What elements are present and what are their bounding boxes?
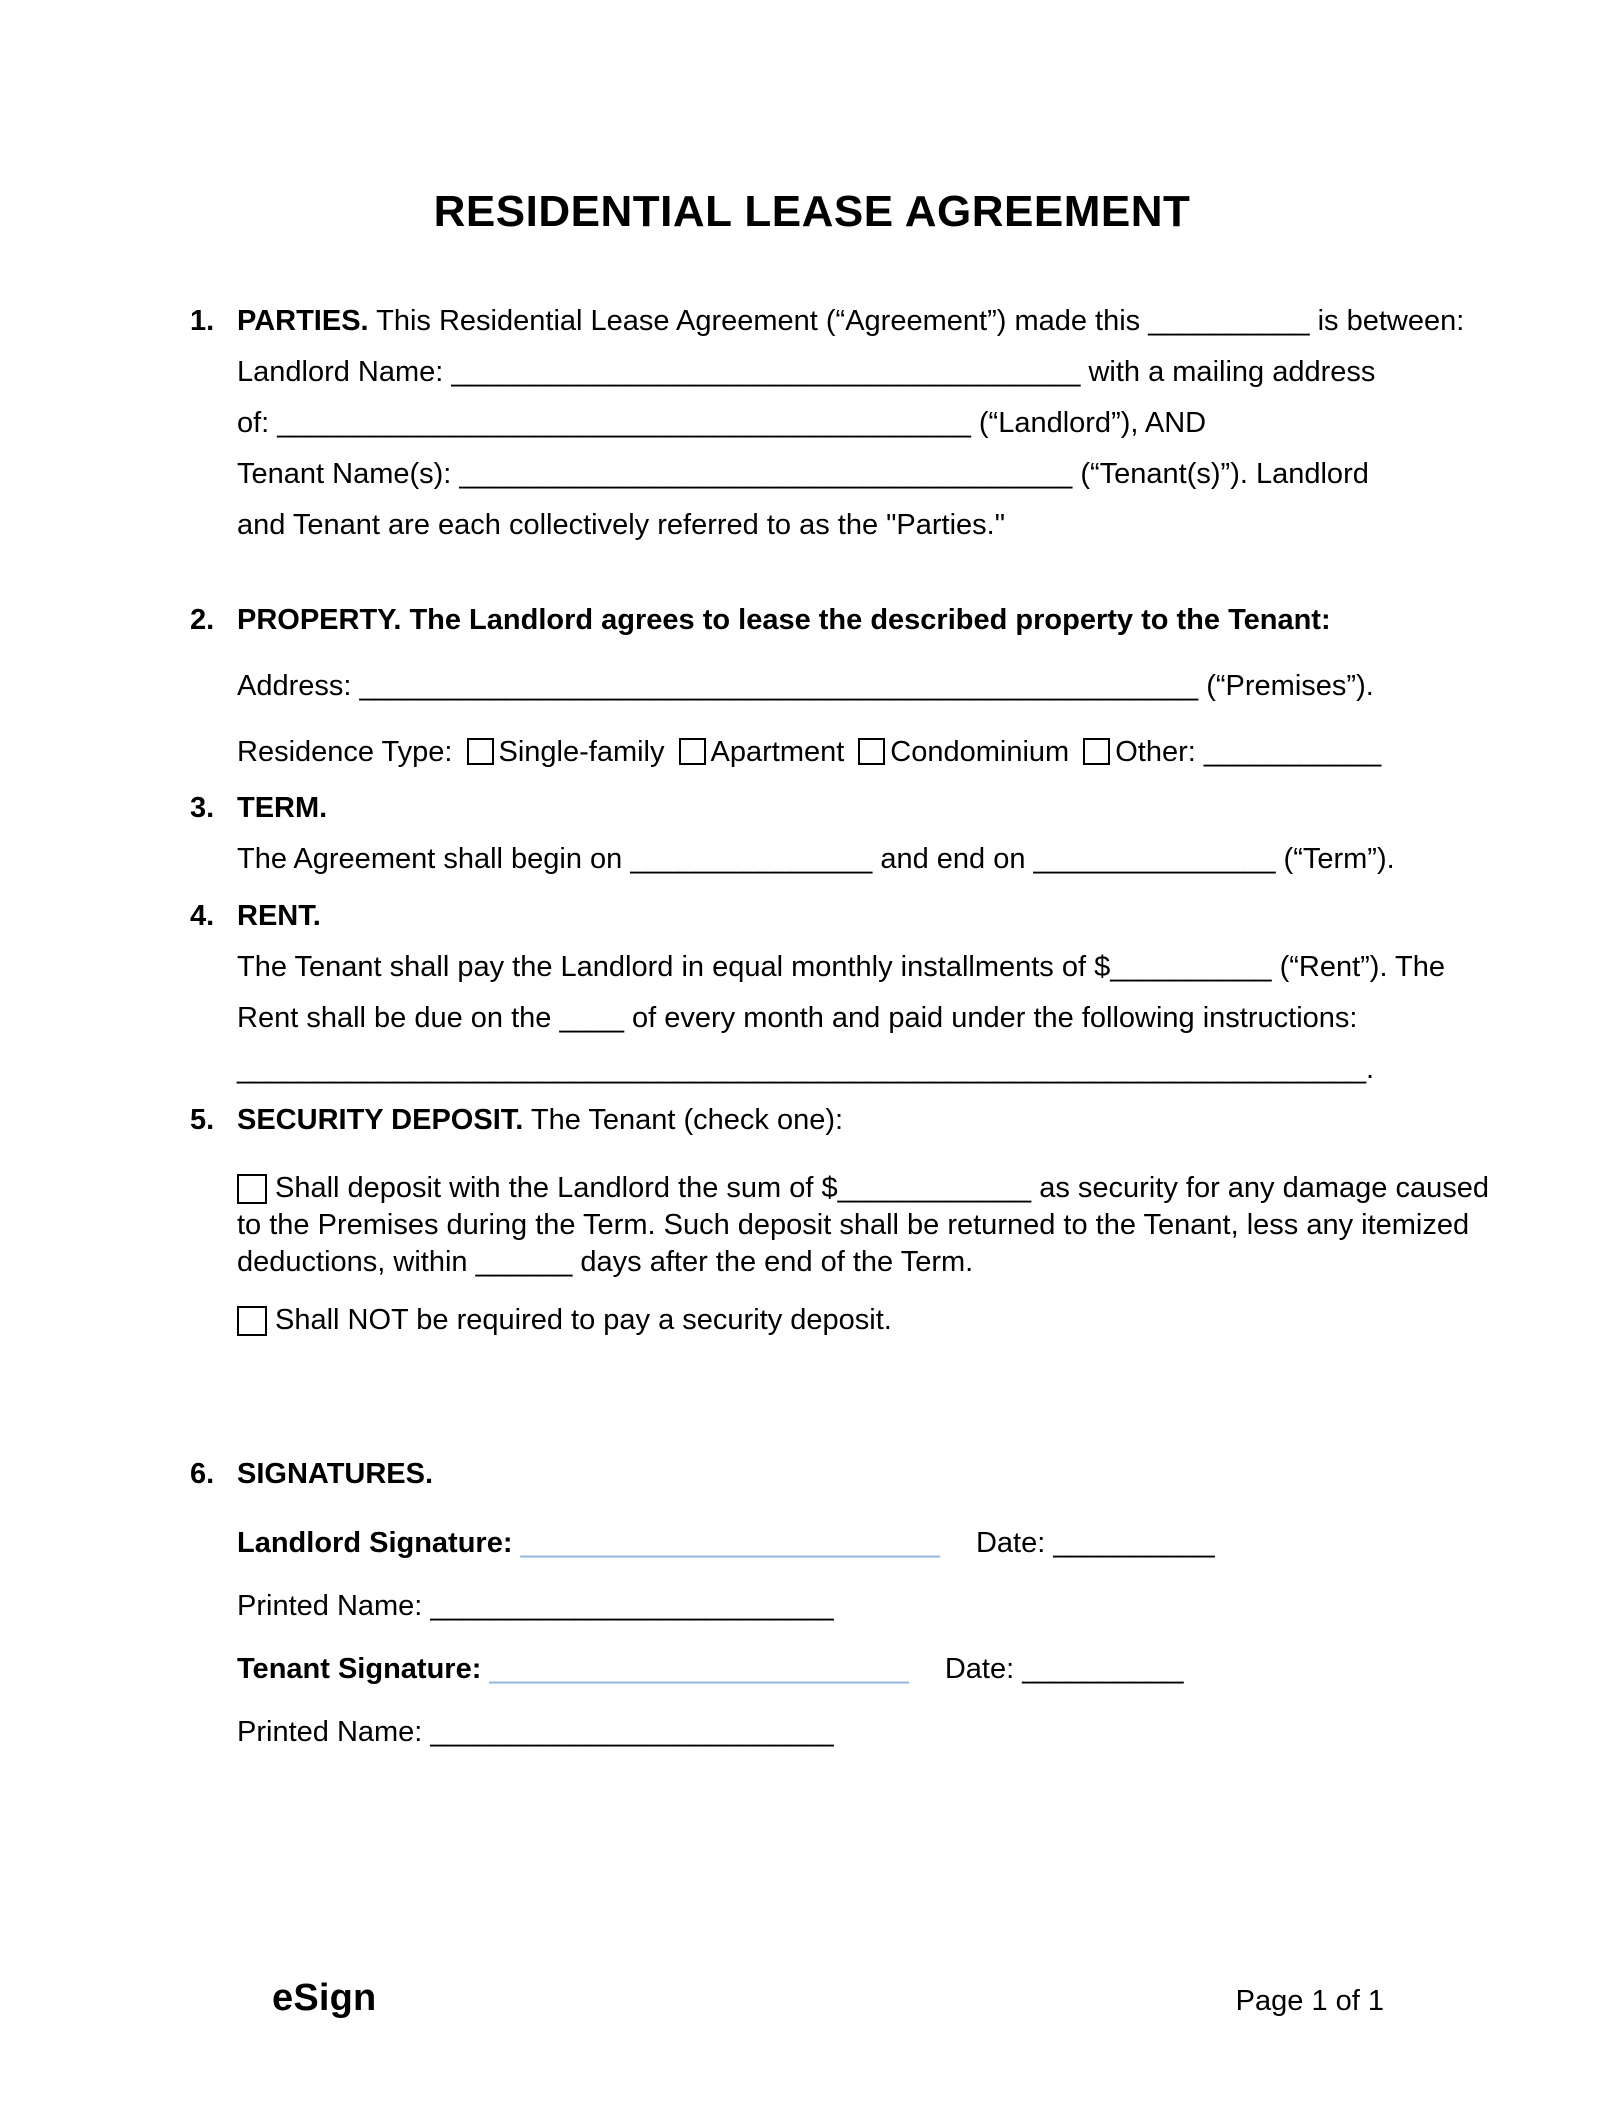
- section-term: [190, 783, 1434, 885]
- section-rent: [190, 891, 1446, 1095]
- property-heading-rest: The Landlord agrees to lease the described property to the Tenant:: [409, 604, 1331, 636]
- checkbox-no-deposit[interactable]: [237, 1306, 267, 1336]
- section-number-rent: 4.: [190, 900, 215, 932]
- section-number-property: 2.: [190, 604, 215, 636]
- parties-intro-text: This Residential Lease Agreement (“Agreement”) made this __________ is between:: [376, 305, 1465, 337]
- landlord-printed-name-label: Printed Name:: [237, 1590, 423, 1622]
- deposit-option-required: [237, 1170, 1489, 1281]
- parties-heading: PARTIES.: [237, 305, 369, 337]
- tenant-printed-name-row: [237, 1714, 1434, 1751]
- landlord-printed-name-line[interactable]: _________________________: [430, 1590, 834, 1622]
- option-label-apartment: Apartment: [710, 736, 845, 768]
- security-deposit-heading-line: [237, 1095, 1434, 1146]
- property-heading: PROPERTY.: [237, 604, 402, 636]
- rent-heading: RENT.: [237, 900, 321, 932]
- signatures-heading: SIGNATURES.: [237, 1458, 434, 1490]
- tenant-date-line[interactable]: __________: [1022, 1653, 1184, 1685]
- landlord-name-line: Landlord Name: _______________________________________ with a mailing address: [237, 356, 1376, 388]
- tenant-date-label: Date:: [944, 1653, 1015, 1685]
- page-number-label: Page 1 of 1: [1235, 1985, 1384, 2017]
- tenant-signature-row: [237, 1651, 1434, 1688]
- residence-type-row: [237, 727, 1434, 778]
- section-number-security-deposit: 5.: [190, 1104, 215, 1136]
- landlord-date-label: Date:: [975, 1527, 1046, 1559]
- checkbox-apartment[interactable]: [679, 738, 706, 765]
- section-number-parties: 1.: [190, 305, 215, 337]
- document-title: RESIDENTIAL LEASE AGREEMENT: [433, 187, 1191, 236]
- landlord-printed-name-row: [237, 1588, 1434, 1625]
- option-label-condominium: Condominium: [890, 736, 1070, 768]
- rent-line-1: The Tenant shall pay the Landlord in equal monthly installments of $__________ (“Rent”). The: [237, 951, 1446, 983]
- section-number-signatures: 6.: [190, 1458, 215, 1490]
- tenant-signature-line[interactable]: __________________________: [489, 1653, 909, 1685]
- section-number-term: 3.: [190, 792, 215, 824]
- other-blank: ___________: [1203, 736, 1382, 768]
- term-heading: TERM.: [237, 792, 328, 824]
- parties-line-1: [237, 296, 1465, 347]
- checkbox-other[interactable]: [1083, 738, 1110, 765]
- option-label-other: Other:: [1115, 736, 1196, 768]
- checkbox-single-family[interactable]: [467, 738, 494, 765]
- no-deposit-text: Shall NOT be required to pay a security deposit.: [275, 1304, 892, 1336]
- residence-type-label: Residence Type:: [237, 736, 453, 768]
- landlord-signature-label: Landlord Signature:: [237, 1527, 513, 1559]
- section-security-deposit: [190, 1095, 1489, 1339]
- deposit-option-line-2: to the Premises during the Term. Such deposit shall be returned to the Tenant, less any itemized: [237, 1209, 1470, 1241]
- option-label-single-family: Single-family: [498, 736, 665, 768]
- page-footer: [0, 1977, 1624, 2020]
- deposit-option-not-required: [237, 1302, 1434, 1339]
- tenant-printed-name-label: Printed Name:: [237, 1716, 423, 1748]
- section-parties: [190, 296, 1465, 551]
- security-deposit-heading-rest: The Tenant (check one):: [530, 1104, 844, 1136]
- deposit-option-line-1: [237, 1170, 1489, 1207]
- deposit-option-line-3: deductions, within ______ days after the end of the Term.: [237, 1246, 974, 1278]
- landlord-address-line: of: ___________________________________________ (“Landlord”), AND: [237, 407, 1207, 439]
- checkbox-condominium[interactable]: [858, 738, 885, 765]
- parties-closing-line: and Tenant are each collectively referred to as the "Parties.": [237, 509, 1006, 541]
- term-body-line: The Agreement shall begin on _______________ and end on _______________ (“Term”).: [237, 843, 1395, 875]
- tenant-signature-label: Tenant Signature:: [237, 1653, 482, 1685]
- tenant-name-line: Tenant Name(s): ______________________________________ (“Tenant(s)”). Landlord: [237, 458, 1369, 490]
- rent-instructions-blank-line: ______________________________________________________________________.: [237, 1053, 1375, 1085]
- esign-logo: eSign: [272, 1977, 377, 2019]
- property-heading-line: [237, 595, 1434, 646]
- security-deposit-heading: SECURITY DEPOSIT.: [237, 1104, 524, 1136]
- deposit-option-text-1: Shall deposit with the Landlord the sum of $____________ as security for any damage caused: [275, 1172, 1489, 1204]
- rent-line-2: Rent shall be due on the ____ of every month and paid under the following instructions:: [237, 1002, 1358, 1034]
- property-address-line: Address: ____________________________________________________ (“Premises”).: [237, 670, 1374, 702]
- landlord-date-line[interactable]: __________: [1053, 1527, 1215, 1559]
- section-signatures: [190, 1449, 1434, 1751]
- checkbox-deposit-required[interactable]: [237, 1174, 267, 1204]
- tenant-printed-name-line[interactable]: _________________________: [430, 1716, 834, 1748]
- section-property: [190, 595, 1434, 778]
- no-deposit-line: [237, 1302, 1434, 1339]
- landlord-signature-line[interactable]: __________________________: [520, 1527, 940, 1559]
- landlord-signature-row: [237, 1525, 1434, 1562]
